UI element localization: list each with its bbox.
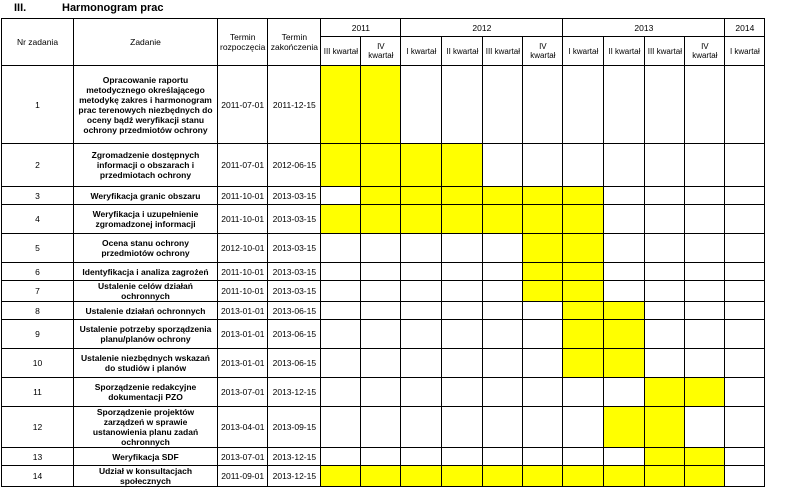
gantt-cell (321, 407, 361, 448)
gantt-cell (563, 66, 604, 144)
start-date: 2013-01-01 (218, 320, 268, 349)
gantt-cell (685, 302, 725, 320)
gantt-cell (563, 378, 604, 407)
gantt-cell (442, 66, 483, 144)
end-date: 2013-03-15 (268, 234, 321, 263)
gantt-cell (442, 320, 483, 349)
gantt-cell-active (523, 205, 563, 234)
gantt-cell (645, 263, 685, 281)
gantt-cell (645, 66, 685, 144)
gantt-cell (361, 234, 401, 263)
start-date: 2011-10-01 (218, 263, 268, 281)
gantt-cell (725, 205, 765, 234)
row-number: 3 (2, 187, 74, 205)
gantt-cell (361, 302, 401, 320)
gantt-cell (725, 407, 765, 448)
task-name: Weryfikacja SDF (74, 448, 218, 466)
gantt-cell (321, 378, 361, 407)
gantt-cell (361, 349, 401, 378)
gantt-cell (523, 66, 563, 144)
gantt-cell (563, 448, 604, 466)
table-row (2, 144, 765, 187)
start-date: 2011-07-01 (218, 144, 268, 187)
gantt-cell (645, 281, 685, 302)
header-task: Zadanie (74, 19, 218, 66)
gantt-cell-active (685, 378, 725, 407)
task-name: Ocena stanu ochrony przedmiotów ochrony (74, 234, 218, 263)
gantt-cell-active (483, 466, 523, 487)
row-number: 5 (2, 234, 74, 263)
header-quarter: IV kwartał (523, 37, 563, 66)
gantt-cell-active (321, 205, 361, 234)
table-row (2, 349, 765, 378)
gantt-cell-active (563, 234, 604, 263)
gantt-cell (685, 144, 725, 187)
end-date: 2013-03-15 (268, 263, 321, 281)
gantt-cell (725, 66, 765, 144)
gantt-cell (442, 378, 483, 407)
task-name: Ustalenie działań ochronnych (74, 302, 218, 320)
gantt-cell-active (442, 144, 483, 187)
gantt-cell (442, 302, 483, 320)
gantt-cell-active (442, 205, 483, 234)
end-date: 2011-12-15 (268, 66, 321, 144)
end-date: 2012-06-15 (268, 144, 321, 187)
gantt-cell (604, 378, 645, 407)
start-date: 2011-10-01 (218, 205, 268, 234)
start-date: 2011-07-01 (218, 66, 268, 144)
gantt-cell-active (645, 407, 685, 448)
gantt-cell (321, 281, 361, 302)
table-row (2, 378, 765, 407)
gantt-cell (725, 302, 765, 320)
end-date: 2013-09-15 (268, 407, 321, 448)
table-row (2, 466, 765, 487)
section-title: Harmonogram prac (62, 2, 164, 14)
task-name: Ustalenie niezbędnych wskazań do studiów i planów (74, 349, 218, 378)
gantt-cell-active (442, 466, 483, 487)
gantt-cell (483, 302, 523, 320)
gantt-cell (401, 234, 442, 263)
header-quarter: I kwartał (725, 37, 765, 66)
header-quarter: I kwartał (563, 37, 604, 66)
gantt-cell (725, 263, 765, 281)
gantt-cell-active (442, 187, 483, 205)
row-number: 13 (2, 448, 74, 466)
gantt-cell-active (321, 466, 361, 487)
gantt-cell (604, 144, 645, 187)
gantt-cell (321, 448, 361, 466)
header-quarter: II kwartał (442, 37, 483, 66)
gantt-cell (401, 281, 442, 302)
gantt-cell (685, 281, 725, 302)
header-end: Termin zakończenia (268, 19, 321, 66)
gantt-cell (604, 448, 645, 466)
gantt-cell (604, 281, 645, 302)
gantt-cell-active (361, 144, 401, 187)
gantt-cell-active (685, 466, 725, 487)
header-nr: Nr zadania (2, 19, 74, 66)
gantt-cell (725, 466, 765, 487)
gantt-cell-active (523, 281, 563, 302)
gantt-cell (401, 66, 442, 144)
gantt-cell (523, 349, 563, 378)
end-date: 2013-03-15 (268, 187, 321, 205)
gantt-cell (483, 448, 523, 466)
gantt-cell-active (563, 263, 604, 281)
gantt-cell-active (321, 66, 361, 144)
header-quarter: IV kwartał (685, 37, 725, 66)
gantt-cell (685, 66, 725, 144)
gantt-cell (725, 448, 765, 466)
gantt-cell (725, 349, 765, 378)
gantt-cell-active (523, 234, 563, 263)
gantt-cell (604, 66, 645, 144)
table-row (2, 66, 765, 144)
table-row (2, 187, 765, 205)
gantt-cell-active (401, 205, 442, 234)
gantt-cell-active (563, 466, 604, 487)
gantt-cell-active (685, 448, 725, 466)
table-row (2, 263, 765, 281)
gantt-cell-active (563, 349, 604, 378)
gantt-cell (361, 263, 401, 281)
gantt-cell-active (563, 320, 604, 349)
gantt-cell (483, 263, 523, 281)
gantt-cell (563, 144, 604, 187)
table-row (2, 448, 765, 466)
table-row (2, 234, 765, 263)
gantt-cell (725, 234, 765, 263)
gantt-cell (645, 205, 685, 234)
end-date: 2013-03-15 (268, 205, 321, 234)
gantt-cell (645, 187, 685, 205)
gantt-cell-active (523, 263, 563, 281)
gantt-cell-active (361, 466, 401, 487)
header-year: 2011 (321, 19, 401, 37)
header-year: 2013 (563, 19, 725, 37)
gantt-cell (442, 263, 483, 281)
end-date: 2013-03-15 (268, 281, 321, 302)
gantt-cell (645, 320, 685, 349)
gantt-cell (401, 263, 442, 281)
gantt-cell (725, 378, 765, 407)
gantt-cell (685, 234, 725, 263)
start-date: 2013-04-01 (218, 407, 268, 448)
gantt-cell (523, 448, 563, 466)
row-number: 7 (2, 281, 74, 302)
task-name: Ustalenie potrzeby sporządzenia planu/planów ochrony (74, 320, 218, 349)
header-quarter: III kwartał (645, 37, 685, 66)
row-number: 10 (2, 349, 74, 378)
gantt-cell (483, 144, 523, 187)
gantt-cell-active (321, 144, 361, 187)
gantt-cell (645, 302, 685, 320)
gantt-cell (563, 407, 604, 448)
gantt-cell-active (361, 205, 401, 234)
gantt-cell-active (523, 187, 563, 205)
gantt-cell-active (645, 378, 685, 407)
gantt-cell-active (645, 448, 685, 466)
row-number: 8 (2, 302, 74, 320)
row-number: 11 (2, 378, 74, 407)
gantt-cell (361, 281, 401, 302)
task-name: Identyfikacja i analiza zagrożeń (74, 263, 218, 281)
gantt-cell (401, 349, 442, 378)
gantt-cell (361, 378, 401, 407)
gantt-cell-active (604, 302, 645, 320)
gantt-cell (725, 144, 765, 187)
gantt-cell (685, 349, 725, 378)
gantt-cell (401, 320, 442, 349)
gantt-cell-active (483, 187, 523, 205)
gantt-cell (321, 263, 361, 281)
gantt-cell (483, 320, 523, 349)
table-row (2, 407, 765, 448)
table-row (2, 281, 765, 302)
gantt-cell (645, 234, 685, 263)
gantt-cell (321, 349, 361, 378)
end-date: 2013-06-15 (268, 320, 321, 349)
header-year: 2014 (725, 19, 765, 37)
task-name: Ustalenie celów działań ochronnych (74, 281, 218, 302)
header-quarter: I kwartał (401, 37, 442, 66)
row-number: 2 (2, 144, 74, 187)
gantt-cell-active (523, 466, 563, 487)
section-number: III. (14, 2, 27, 14)
gantt-cell-active (563, 205, 604, 234)
gantt-cell (401, 302, 442, 320)
gantt-cell (685, 263, 725, 281)
start-date: 2012-10-01 (218, 234, 268, 263)
gantt-cell (725, 187, 765, 205)
gantt-cell-active (645, 466, 685, 487)
gantt-cell-active (604, 466, 645, 487)
gantt-cell (604, 205, 645, 234)
start-date: 2013-01-01 (218, 349, 268, 378)
gantt-cell (523, 144, 563, 187)
header-start: Termin rozpoczęcia (218, 19, 268, 66)
gantt-cell (523, 378, 563, 407)
start-date: 2013-07-01 (218, 378, 268, 407)
gantt-cell (321, 320, 361, 349)
gantt-cell (442, 281, 483, 302)
header-year: 2012 (401, 19, 563, 37)
header-quarter: III kwartał (483, 37, 523, 66)
gantt-cell-active (563, 187, 604, 205)
end-date: 2013-06-15 (268, 302, 321, 320)
task-name: Zgromadzenie dostępnych informacji o obszarach i przedmiotach ochrony (74, 144, 218, 187)
table-row (2, 205, 765, 234)
gantt-cell (361, 320, 401, 349)
gantt-cell (321, 187, 361, 205)
gantt-cell (523, 320, 563, 349)
gantt-cell-active (483, 205, 523, 234)
task-name: Sporządzenie projektów zarządzeń w sprawie ustanowienia planu zadań ochronnych (74, 407, 218, 448)
end-date: 2013-12-15 (268, 448, 321, 466)
end-date: 2013-06-15 (268, 349, 321, 378)
gantt-cell-active (401, 144, 442, 187)
schedule-table (1, 18, 765, 487)
gantt-cell (442, 234, 483, 263)
row-number: 12 (2, 407, 74, 448)
gantt-cell (361, 407, 401, 448)
gantt-cell (604, 263, 645, 281)
header-quarter: II kwartał (604, 37, 645, 66)
gantt-cell (483, 407, 523, 448)
gantt-cell (483, 378, 523, 407)
gantt-cell (685, 205, 725, 234)
start-date: 2013-01-01 (218, 302, 268, 320)
start-date: 2013-07-01 (218, 448, 268, 466)
table-row (2, 302, 765, 320)
row-number: 14 (2, 466, 74, 487)
gantt-cell (725, 281, 765, 302)
gantt-cell (321, 302, 361, 320)
gantt-cell (401, 448, 442, 466)
row-number: 1 (2, 66, 74, 144)
row-number: 9 (2, 320, 74, 349)
gantt-cell-active (361, 187, 401, 205)
task-name: Udział w konsultacjach społecznych (74, 466, 218, 487)
gantt-cell (483, 349, 523, 378)
gantt-cell (401, 378, 442, 407)
gantt-cell (483, 66, 523, 144)
gantt-cell (685, 187, 725, 205)
gantt-cell (361, 448, 401, 466)
gantt-cell (645, 349, 685, 378)
header-quarter: IV kwartał (361, 37, 401, 66)
gantt-cell (604, 234, 645, 263)
gantt-cell (604, 187, 645, 205)
gantt-cell-active (563, 281, 604, 302)
row-number: 4 (2, 205, 74, 234)
task-name: Weryfikacja granic obszaru (74, 187, 218, 205)
gantt-cell (685, 407, 725, 448)
gantt-cell (523, 407, 563, 448)
gantt-cell-active (563, 302, 604, 320)
gantt-cell-active (604, 349, 645, 378)
gantt-cell-active (361, 66, 401, 144)
gantt-cell (725, 320, 765, 349)
gantt-cell-active (401, 466, 442, 487)
end-date: 2013-12-15 (268, 466, 321, 487)
gantt-cell (483, 281, 523, 302)
task-name: Opracowanie raportu metodycznego określającego metodykę zakres i harmonogram prac terenowych niezbędnych do oceny bądź weryfikacji stanu ochrony przedmiotów ochrony (74, 66, 218, 144)
table-row (2, 320, 765, 349)
task-name: Sporządzenie redakcyjne dokumentacji PZO (74, 378, 218, 407)
start-date: 2011-10-01 (218, 187, 268, 205)
gantt-cell (645, 144, 685, 187)
gantt-cell-active (401, 187, 442, 205)
gantt-cell (442, 407, 483, 448)
gantt-cell-active (604, 407, 645, 448)
gantt-cell (321, 234, 361, 263)
gantt-cell (401, 407, 442, 448)
gantt-cell-active (604, 320, 645, 349)
gantt-cell (483, 234, 523, 263)
start-date: 2011-09-01 (218, 466, 268, 487)
gantt-cell (442, 349, 483, 378)
end-date: 2013-12-15 (268, 378, 321, 407)
gantt-cell (442, 448, 483, 466)
header-quarter: III kwartał (321, 37, 361, 66)
gantt-cell (523, 302, 563, 320)
start-date: 2011-10-01 (218, 281, 268, 302)
row-number: 6 (2, 263, 74, 281)
gantt-cell (685, 320, 725, 349)
task-name: Weryfikacja i uzupełnienie zgromadzonej informacji (74, 205, 218, 234)
